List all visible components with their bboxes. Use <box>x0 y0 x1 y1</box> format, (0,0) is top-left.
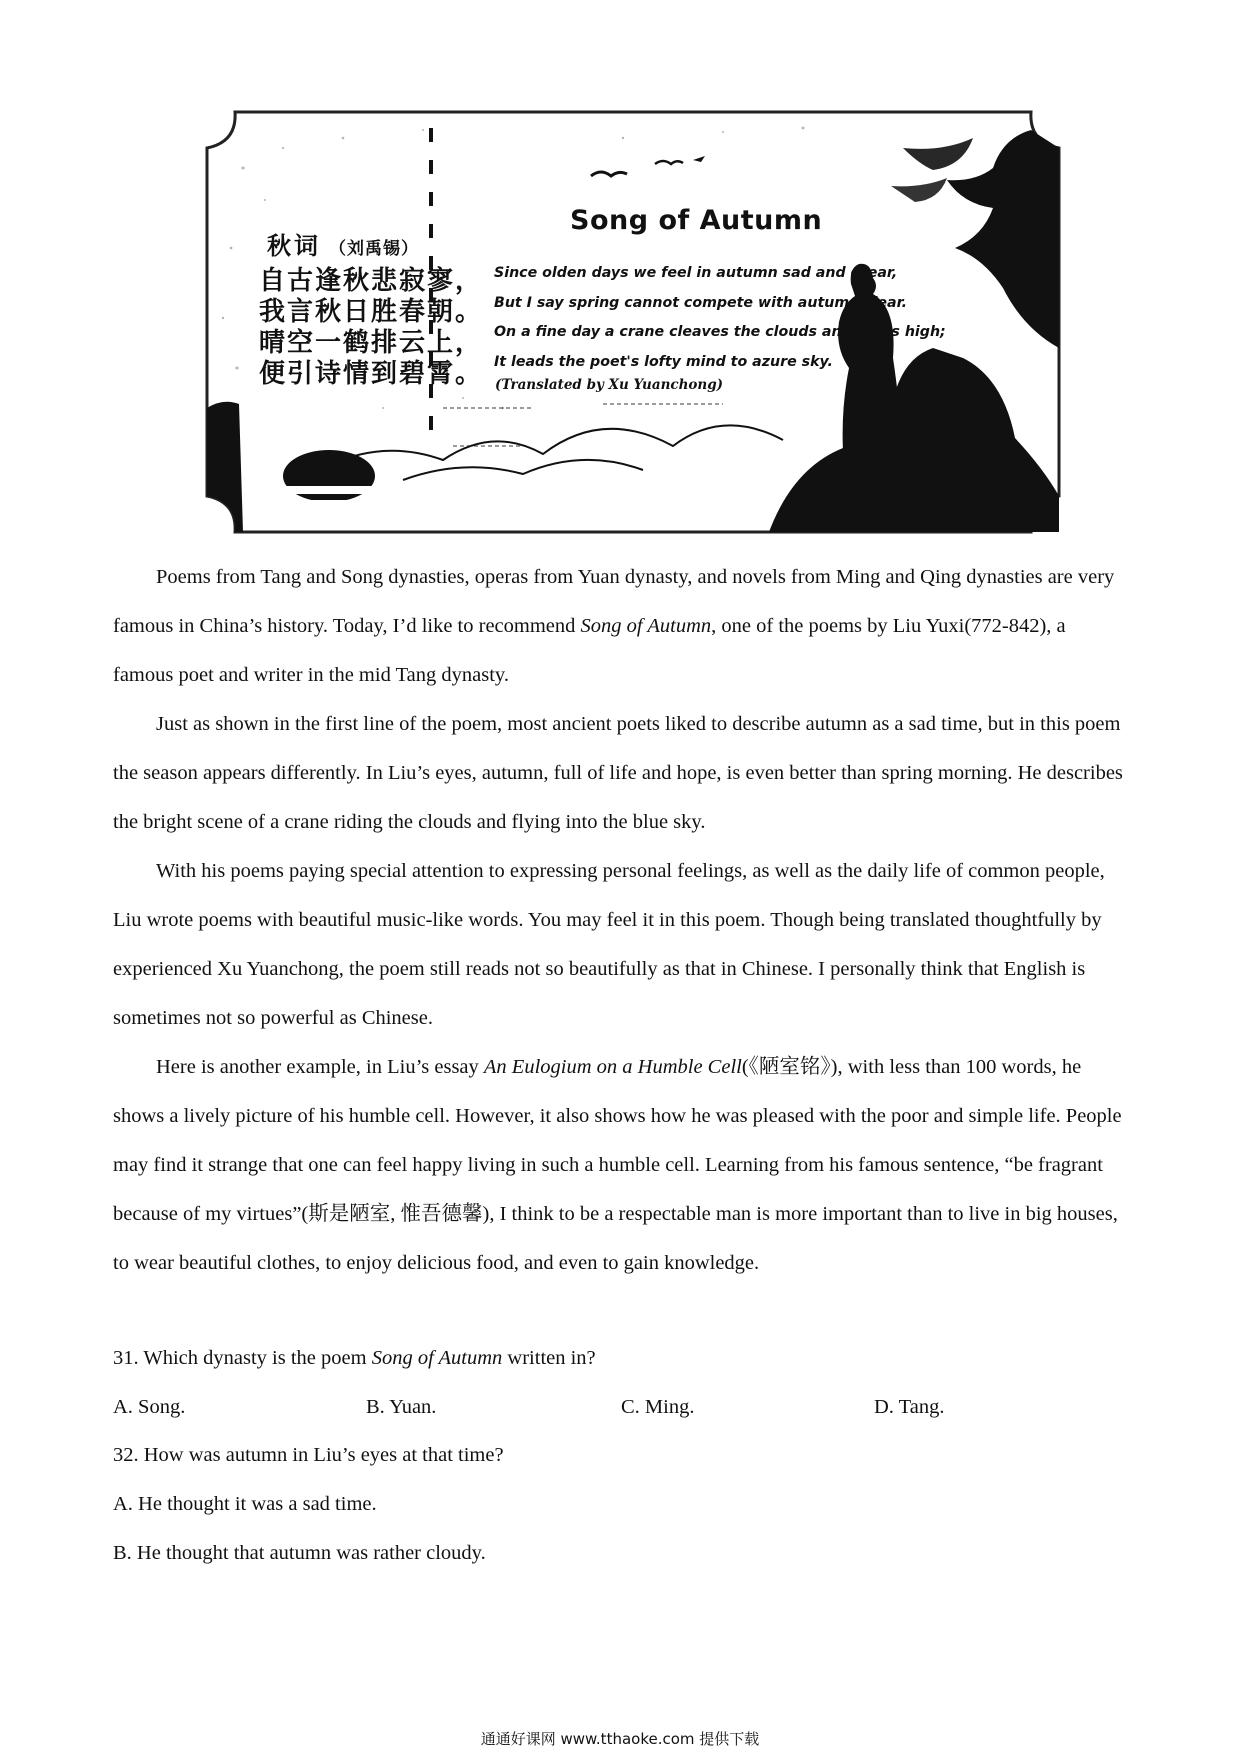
cn-author: （刘禹锡） <box>329 239 419 259</box>
cn-line: 自古逢秋悲寂寥， <box>259 266 484 296</box>
paragraph-2: Just as shown in the first line of the poem, most ancient poets liked to describe autumn as a sad time, but in this poem the season appears differently. In Liu’s eyes, autumn, full of life and hope, is even better than spring morning. He describes the bright scene of a crane riding the clouds and flying into the blue sky. <box>113 713 1123 833</box>
p4-text-a: Here is another example, in Liu’s essay <box>156 1056 484 1078</box>
cn-line: 晴空一鹤排云上， <box>259 328 484 358</box>
cn-line: 我言秋日胜春朝。 <box>259 297 484 327</box>
poem-illustration <box>203 108 1063 536</box>
page-footer: 通通好课网 www.tthaoke.com 提供下载 <box>480 1730 760 1748</box>
en-line: But I say spring cannot compete with autumn clear. <box>494 294 907 311</box>
question-32: 32. How was autumn in Liu’s eyes at that time? <box>113 1444 504 1466</box>
en-line: On a fine day a crane cleaves the clouds and soars high; <box>494 324 946 340</box>
en-line: Since olden days we feel in autumn sad and drear, <box>494 265 898 281</box>
en-poem-lines <box>494 259 946 377</box>
p4-essay-title: An Eulogium on a Humble Cell <box>483 1056 742 1078</box>
q31-stem-a: 31. Which dynasty is the poem <box>113 1347 372 1369</box>
q31-option-c: C. Ming. <box>621 1396 695 1418</box>
q32-option-b: B. He thought that autumn was rather cloudy. <box>113 1542 486 1564</box>
en-line: It leads the poet's lofty mind to azure sky. <box>494 353 833 370</box>
p1-text-a: Poems from Tang and Song dynasties, operas from Yuan dynasty, and novels from Ming and Qing dynasties are very famous in China’s history. Today, I’d like to recommend <box>113 566 1115 637</box>
p1-poem-title: Song of Autumn <box>580 615 712 637</box>
cn-title-text: 秋词 <box>267 232 321 260</box>
p4-text-b: (《陋室铭》), with less than 100 words, he shows a lively picture of his humble cell. However, it also shows how he was pleased with the poor and simple life. People may find it strange that one can feel happy living in such a humble cell. Learning from his famous sentence, “be fragrant because of my virtues”(斯是陋室, 惟吾德馨), I think to be a respectable man is more important than to live in big houses, to wear beautiful clothes, to enjoy delicious food, and even to gain knowledge. <box>113 1056 1122 1274</box>
cn-poem-title <box>267 226 419 261</box>
translation-credit: (Translated by Xu Yuanchong) <box>495 377 724 393</box>
q31-stem-title: Song of Autumn <box>371 1347 503 1369</box>
q32-option-a: A. He thought it was a sad time. <box>113 1493 377 1515</box>
q31-option-a: A. Song. <box>113 1396 186 1418</box>
q31-stem-b: written in? <box>502 1347 596 1369</box>
paragraph-3: With his poems paying special attention to expressing personal feelings, as well as the daily life of common people, Liu wrote poems with beautiful music-like words. You may feel it in this poem. Though being translated thoughtfully by experienced Xu Yuanchong, the poem still reads not so beautifully as that in Chinese. I personally think that English is sometimes not so powerful as Chinese. <box>113 860 1105 1029</box>
en-poem-title: Song of Autumn <box>570 205 823 236</box>
p1-text-b: , one of the poems by Liu Yuxi(772-842), a famous poet and writer in the mid Tang dynasty. <box>113 615 1066 686</box>
q31-option-b: B. Yuan. <box>366 1396 437 1418</box>
article-body <box>113 553 1123 1288</box>
cn-poem-lines <box>259 266 483 390</box>
paragraph-4 <box>113 1043 1123 1288</box>
question-31 <box>113 1344 596 1372</box>
paragraph-1 <box>113 553 1123 700</box>
q31-option-d: D. Tang. <box>874 1396 945 1418</box>
cn-line: 便引诗情到碧霄。 <box>259 359 484 389</box>
